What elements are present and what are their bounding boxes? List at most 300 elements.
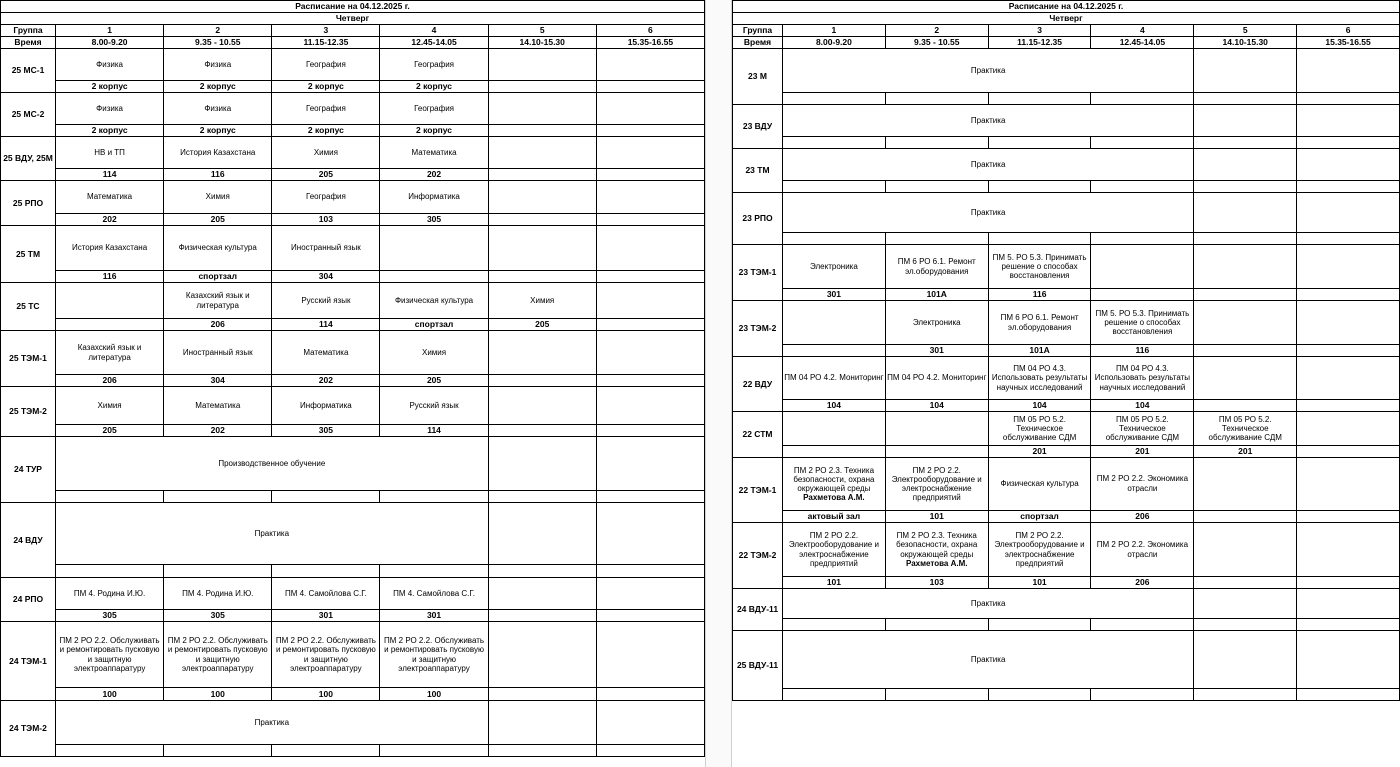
time-row <box>1 37 705 49</box>
group-room-row <box>1 81 705 93</box>
subject-cell <box>56 387 164 425</box>
group-subject-row <box>733 357 1400 400</box>
subject-cell <box>380 137 488 169</box>
room-cell: 301 <box>783 289 886 301</box>
room-cell: 100 <box>164 688 272 701</box>
room-cell: актовый зал <box>783 511 886 523</box>
merged-activity: Практика <box>56 701 489 745</box>
empty-cell <box>1091 93 1194 105</box>
group-name: 25 ТЭМ-2 <box>1 387 56 437</box>
empty-cell <box>596 503 704 565</box>
subject-text: Русский язык <box>409 400 459 410</box>
merged-activity: Практика <box>783 105 1194 137</box>
subject-cell <box>380 283 488 319</box>
group-subject-row <box>1 437 705 491</box>
subject-cell <box>380 93 488 125</box>
subject-text: ПМ 2 РО 2.2. Обслуживать и ремонтировать пусковую и защитную электроаппаратуру <box>275 636 376 673</box>
subject-cell <box>783 357 886 400</box>
group-name: 25 ВДУ-11 <box>733 631 783 701</box>
subject-text: География <box>414 103 454 113</box>
pair-number: 5 <box>1194 25 1297 37</box>
room-cell: 205 <box>380 375 488 387</box>
empty-cell <box>380 565 488 578</box>
subject-text: Химия <box>313 147 338 157</box>
subject-text: ПМ 4. Самойлова С.Г. <box>393 588 475 598</box>
pair-time: 12.45-14.05 <box>1091 37 1194 49</box>
day-row <box>1 13 705 25</box>
room-cell: 305 <box>272 425 380 437</box>
time-row <box>733 37 1400 49</box>
empty-cell <box>488 491 596 503</box>
group-name: 23 ВДУ <box>733 105 783 149</box>
room-cell: 114 <box>272 319 380 331</box>
empty-cell <box>1194 181 1297 193</box>
empty-cell <box>1091 137 1194 149</box>
subject-text: ПМ 2 РО 2.2. Экономика отрасли <box>1096 539 1189 559</box>
group-room-row <box>733 446 1400 458</box>
subject-text: География <box>414 59 454 69</box>
subject-cell <box>988 412 1091 446</box>
room-cell <box>783 345 886 357</box>
group-subject-row <box>1 331 705 375</box>
subject-cell <box>596 387 704 425</box>
group-room-row <box>1 491 705 503</box>
group-name: 24 ВДУ-11 <box>733 589 783 631</box>
empty-cell <box>1194 233 1297 245</box>
group-name: 24 ТЭМ-1 <box>1 622 56 701</box>
empty-cell <box>885 137 988 149</box>
subject-text: Физическая культура <box>394 295 474 305</box>
room-cell: 100 <box>380 688 488 701</box>
group-room-row <box>733 137 1400 149</box>
room-cell: 100 <box>272 688 380 701</box>
subject-cell <box>272 226 380 271</box>
room-cell <box>1091 289 1194 301</box>
room-cell <box>488 271 596 283</box>
room-cell: 116 <box>1091 345 1194 357</box>
group-name: 23 РПО <box>733 193 783 245</box>
subject-text: ПМ 04 РО 4.2. Мониторинг <box>784 373 884 383</box>
empty-cell <box>885 181 988 193</box>
room-cell <box>488 688 596 701</box>
subject-cell <box>1297 357 1400 400</box>
empty-cell <box>1194 93 1297 105</box>
subject-cell <box>1091 357 1194 400</box>
room-cell: 206 <box>164 319 272 331</box>
room-cell: 305 <box>380 214 488 226</box>
empty-cell <box>1297 619 1400 631</box>
empty-cell <box>488 565 596 578</box>
subject-text: ПМ 2 РО 2.2. Электрооборудование и электроснабжение предприятий <box>891 465 982 503</box>
subject-cell <box>164 387 272 425</box>
empty-cell <box>380 491 488 503</box>
subject-cell <box>1091 412 1194 446</box>
room-cell <box>1297 577 1400 589</box>
group-room-row <box>1 610 705 622</box>
empty-cell <box>988 137 1091 149</box>
subject-cell <box>380 622 488 688</box>
subject-text: Казахский язык и литература <box>77 342 142 362</box>
pair-time: 12.45-14.05 <box>380 37 488 49</box>
empty-cell <box>1091 689 1194 701</box>
room-cell <box>596 375 704 387</box>
room-cell: 205 <box>164 214 272 226</box>
subject-cell <box>885 412 988 446</box>
room-cell: 101А <box>988 345 1091 357</box>
subject-text: ПМ 04 РО 4.3. Использовать результаты научных исследований <box>1094 364 1191 392</box>
empty-cell <box>1194 689 1297 701</box>
empty-cell <box>1194 149 1297 181</box>
subject-cell <box>380 331 488 375</box>
empty-cell <box>1297 105 1400 137</box>
subject-cell <box>596 331 704 375</box>
group-subject-row <box>1 503 705 565</box>
subject-cell <box>56 137 164 169</box>
pair-time: 15.35-16.55 <box>596 37 704 49</box>
group-subject-row <box>733 412 1400 446</box>
room-cell: 201 <box>988 446 1091 458</box>
room-cell: 101 <box>783 577 886 589</box>
subject-text: Математика <box>303 347 349 357</box>
empty-cell <box>988 619 1091 631</box>
subject-cell <box>488 181 596 214</box>
room-cell <box>783 446 886 458</box>
day-row <box>733 13 1400 25</box>
subject-text: Физика <box>204 103 232 113</box>
schedule-table-left <box>0 0 705 757</box>
subject-cell <box>56 93 164 125</box>
room-cell: 206 <box>1091 577 1194 589</box>
room-cell: 202 <box>56 214 164 226</box>
subject-text: Информатика <box>408 192 460 202</box>
room-cell: 202 <box>164 425 272 437</box>
empty-cell <box>56 745 164 757</box>
group-room-row <box>1 319 705 331</box>
subject-text: Химия <box>97 400 122 410</box>
room-cell: 206 <box>56 375 164 387</box>
subject-cell <box>885 523 988 577</box>
empty-cell <box>783 233 886 245</box>
subject-cell <box>783 412 886 446</box>
group-subject-row <box>1 387 705 425</box>
pair-number: 2 <box>885 25 988 37</box>
subject-cell <box>1091 523 1194 577</box>
group-name: 23 ТМ <box>733 149 783 193</box>
room-cell <box>596 81 704 93</box>
empty-cell <box>1194 619 1297 631</box>
group-subject-row <box>1 283 705 319</box>
pair-number: 2 <box>164 25 272 37</box>
title-row <box>1 1 705 13</box>
teacher-name: Рахметова А.М. <box>803 493 865 503</box>
subject-cell <box>988 523 1091 577</box>
empty-cell <box>164 745 272 757</box>
empty-cell <box>988 689 1091 701</box>
room-cell: 100 <box>56 688 164 701</box>
subject-cell <box>380 181 488 214</box>
group-subject-row <box>1 181 705 214</box>
subject-text: Математика <box>195 400 241 410</box>
room-cell: 305 <box>56 610 164 622</box>
subject-text: ПМ 4. Родина И.Ю. <box>73 588 146 598</box>
subject-text: Математика <box>87 192 133 202</box>
room-cell: 103 <box>885 577 988 589</box>
subject-cell <box>596 578 704 610</box>
pair-time: 11.15-12.35 <box>272 37 380 49</box>
room-cell: 205 <box>272 169 380 181</box>
room-cell: спортзал <box>380 319 488 331</box>
subject-cell <box>783 523 886 577</box>
subject-text: ПМ 5. РО 5.3. Принимать решение о способах восстановления <box>1095 308 1190 337</box>
empty-cell <box>1297 589 1400 619</box>
group-room-row <box>1 565 705 578</box>
group-room-row <box>733 619 1400 631</box>
room-cell <box>380 271 488 283</box>
room-cell: спортзал <box>164 271 272 283</box>
subject-cell <box>56 49 164 81</box>
empty-cell <box>988 181 1091 193</box>
subject-cell <box>596 181 704 214</box>
subject-cell <box>380 226 488 271</box>
sheet-gap <box>705 0 732 767</box>
subject-cell <box>272 49 380 81</box>
room-cell <box>596 271 704 283</box>
group-subject-row <box>733 458 1400 511</box>
subject-cell <box>885 357 988 400</box>
subject-cell <box>1091 458 1194 511</box>
subject-cell <box>56 578 164 610</box>
subject-cell <box>164 283 272 319</box>
subject-text: Физика <box>96 59 123 69</box>
group-name: 24 ТЭМ-2 <box>1 701 56 757</box>
subject-text: ПМ 04 РО 4.2. Мониторинг <box>887 373 987 383</box>
schedule-sheet-left <box>0 0 705 757</box>
subject-cell <box>596 49 704 81</box>
merged-activity: Практика <box>783 631 1194 689</box>
subject-cell <box>885 245 988 289</box>
subject-cell <box>488 331 596 375</box>
group-name: 25 ТМ <box>1 226 56 283</box>
subject-cell <box>272 622 380 688</box>
group-room-row <box>1 125 705 137</box>
subject-cell <box>488 387 596 425</box>
subject-cell <box>56 226 164 271</box>
empty-cell <box>783 181 886 193</box>
empty-cell <box>885 233 988 245</box>
subject-cell <box>272 331 380 375</box>
subject-text: НВ и ТП <box>94 147 125 157</box>
teacher-name: Рахметова А.М. <box>906 558 968 568</box>
subject-text: Электроника <box>912 317 961 327</box>
empty-cell <box>596 437 704 491</box>
subject-cell <box>1297 412 1400 446</box>
merged-activity: Практика <box>783 193 1194 233</box>
room-cell: 2 корпус <box>164 125 272 137</box>
group-name: 25 МС-1 <box>1 49 56 93</box>
subject-cell <box>885 458 988 511</box>
schedule-title: Расписание на 04.12.2025 г. <box>1 1 705 13</box>
room-cell <box>488 125 596 137</box>
pair-number: 3 <box>272 25 380 37</box>
subject-text: География <box>305 192 346 202</box>
room-cell <box>596 610 704 622</box>
title-row <box>733 1 1400 13</box>
subject-text: География <box>305 59 346 69</box>
room-cell: 2 корпус <box>164 81 272 93</box>
pair-number-row <box>733 25 1400 37</box>
group-room-row <box>733 400 1400 412</box>
pair-number: 4 <box>1091 25 1194 37</box>
empty-cell <box>1297 93 1400 105</box>
pair-time: 9.35 - 10.55 <box>885 37 988 49</box>
empty-cell <box>783 619 886 631</box>
room-cell: 114 <box>56 169 164 181</box>
room-cell: 104 <box>783 400 886 412</box>
subject-text: Русский язык <box>301 295 351 305</box>
subject-text: Химия <box>530 295 555 305</box>
group-subject-row <box>733 49 1400 93</box>
room-cell: 201 <box>1194 446 1297 458</box>
subject-cell <box>488 578 596 610</box>
subject-cell <box>1194 245 1297 289</box>
room-cell: 116 <box>988 289 1091 301</box>
pair-time: 8.00-9.20 <box>783 37 886 49</box>
empty-cell <box>596 491 704 503</box>
room-cell <box>488 425 596 437</box>
group-header: Группа <box>733 25 783 37</box>
subject-cell <box>988 458 1091 511</box>
merged-activity: Практика <box>783 589 1194 619</box>
empty-cell <box>488 745 596 757</box>
room-cell <box>488 610 596 622</box>
empty-cell <box>1297 137 1400 149</box>
room-cell: 101А <box>885 289 988 301</box>
room-cell <box>885 446 988 458</box>
group-subject-row <box>733 193 1400 233</box>
subject-text: ПМ 2 РО 2.3. Техника безопасности, охрана окружающей среды <box>896 531 978 559</box>
pair-time: 11.15-12.35 <box>988 37 1091 49</box>
subject-cell <box>1194 357 1297 400</box>
empty-cell <box>1297 193 1400 233</box>
room-cell: 2 корпус <box>380 81 488 93</box>
empty-cell <box>488 503 596 565</box>
pair-number-row <box>1 25 705 37</box>
room-cell <box>1194 511 1297 523</box>
subject-text: Казахский язык и литература <box>185 290 250 310</box>
room-cell <box>596 125 704 137</box>
subject-text: ПМ 2 РО 2.2. Электрооборудование и электроснабжение предприятий <box>994 531 1085 568</box>
day-of-week: Четверг <box>1 13 705 25</box>
subject-cell <box>272 93 380 125</box>
group-room-row <box>733 233 1400 245</box>
group-subject-row <box>733 631 1400 689</box>
group-room-row <box>1 169 705 181</box>
group-subject-row <box>1 137 705 169</box>
room-cell: 101 <box>988 577 1091 589</box>
group-name: 23 ТЭМ-1 <box>733 245 783 301</box>
empty-cell <box>1297 689 1400 701</box>
room-cell <box>488 214 596 226</box>
subject-cell <box>164 331 272 375</box>
subject-cell <box>1194 412 1297 446</box>
room-cell: 2 корпус <box>56 125 164 137</box>
room-cell: 202 <box>272 375 380 387</box>
subject-text: ПМ 05 РО 5.2. Техническое обслуживание СДМ <box>1002 414 1077 443</box>
empty-cell <box>1194 49 1297 93</box>
schedule-table-right <box>732 0 1400 701</box>
room-cell <box>488 169 596 181</box>
group-subject-row <box>733 589 1400 619</box>
room-cell <box>488 81 596 93</box>
room-cell: 104 <box>885 400 988 412</box>
room-cell: 2 корпус <box>56 81 164 93</box>
subject-cell <box>164 49 272 81</box>
room-cell <box>56 319 164 331</box>
subject-cell <box>596 226 704 271</box>
group-name: 24 ВДУ <box>1 503 56 578</box>
group-subject-row <box>1 49 705 81</box>
merged-activity: Практика <box>783 49 1194 93</box>
room-cell <box>596 425 704 437</box>
subject-text: ПМ 2 РО 2.2. Обслуживать и ремонтировать пусковую и защитную электроаппаратуру <box>59 636 160 673</box>
subject-cell <box>164 181 272 214</box>
schedule-sheet-right <box>732 0 1400 701</box>
subject-text: ПМ 5. РО 5.3. Принимать решение о способах восстановления <box>992 252 1087 281</box>
room-cell <box>1297 400 1400 412</box>
room-cell: 301 <box>885 345 988 357</box>
room-cell: 2 корпус <box>272 125 380 137</box>
subject-cell <box>488 137 596 169</box>
room-cell: 104 <box>988 400 1091 412</box>
subject-text: ПМ 05 РО 5.2. Техническое обслуживание СДМ <box>1105 414 1180 443</box>
subject-text: ПМ 2 РО 2.2. Электрооборудование и электроснабжение предприятий <box>788 531 879 568</box>
subject-cell <box>272 137 380 169</box>
room-cell <box>1297 345 1400 357</box>
group-room-row <box>733 577 1400 589</box>
subject-text: ПМ 4. Родина И.Ю. <box>182 588 254 598</box>
pair-number: 6 <box>596 25 704 37</box>
subject-text: ПМ 6 РО 6.1. Ремонт эл.оборудования <box>1000 313 1079 332</box>
time-header: Время <box>1 37 56 49</box>
group-name: 22 ТЭМ-1 <box>733 458 783 523</box>
pair-time: 8.00-9.20 <box>56 37 164 49</box>
room-cell: 205 <box>56 425 164 437</box>
subject-cell <box>783 245 886 289</box>
subject-text: Физическая культура <box>1000 479 1079 489</box>
room-cell <box>596 169 704 181</box>
subject-text: История Казахстана <box>71 243 148 253</box>
subject-cell <box>272 181 380 214</box>
empty-cell <box>488 437 596 491</box>
subject-cell <box>380 387 488 425</box>
room-cell: 103 <box>272 214 380 226</box>
schedule-title: Расписание на 04.12.2025 г. <box>733 1 1400 13</box>
subject-cell <box>596 93 704 125</box>
subject-cell <box>1297 245 1400 289</box>
subject-text: История Казахстана <box>180 147 256 157</box>
group-room-row <box>733 345 1400 357</box>
empty-cell <box>783 689 886 701</box>
subject-cell <box>596 137 704 169</box>
empty-cell <box>783 93 886 105</box>
group-room-row <box>733 181 1400 193</box>
subject-text: ПМ 2 РО 2.2. Обслуживать и ремонтировать пусковую и защитную электроаппаратуру <box>384 636 485 673</box>
room-cell <box>1297 446 1400 458</box>
group-room-row <box>733 93 1400 105</box>
room-cell: 304 <box>272 271 380 283</box>
subject-text: Химия <box>421 347 447 357</box>
subject-cell <box>1194 523 1297 577</box>
